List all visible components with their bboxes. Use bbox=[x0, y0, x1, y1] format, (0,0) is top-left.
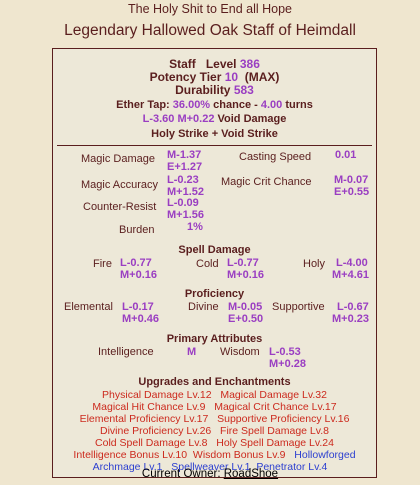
holy-value-1: L-4.00 bbox=[336, 257, 368, 269]
cold-value-2: M+0.16 bbox=[227, 269, 264, 281]
spell-damage-title: Spell Damage bbox=[178, 244, 251, 256]
upgrade-intelligence-bonus: Intelligence Bonus Lv.10 bbox=[73, 449, 188, 461]
potency-value: 10 bbox=[224, 70, 239, 84]
magic-accuracy-value-2: M+1.52 bbox=[167, 186, 204, 198]
elemental-value-2: M+0.46 bbox=[122, 313, 159, 325]
magic-damage-value-2: E+1.27 bbox=[167, 161, 203, 173]
holy-label: Holy bbox=[303, 258, 326, 270]
magic-damage-label: Magic Damage bbox=[81, 153, 155, 165]
burden-value: 1% bbox=[187, 221, 203, 233]
upgrade-cold-spell-damage: Cold Spell Damage Lv.8 bbox=[95, 437, 208, 449]
item-stats-panel bbox=[52, 48, 377, 478]
ether-tap-line bbox=[53, 99, 376, 111]
strike-line: Holy Strike + Void Strike bbox=[151, 128, 278, 140]
supportive-value-1: L-0.67 bbox=[337, 301, 369, 313]
item-name: Legendary Hallowed Oak Staff of Heimdall bbox=[64, 22, 356, 39]
holy-value-2: M+4.61 bbox=[332, 269, 369, 281]
divine-value-2: E+0.50 bbox=[228, 313, 264, 325]
ether-label: Ether Tap: bbox=[116, 99, 170, 111]
divider bbox=[57, 145, 372, 146]
item-quote: The Holy Shit to End all Hope bbox=[128, 2, 292, 16]
durability-value: 583 bbox=[233, 83, 254, 97]
type-level-line bbox=[53, 57, 376, 71]
elemental-value-1: L-0.17 bbox=[122, 301, 154, 313]
upgrade-elemental-proficiency: Elemental Proficiency Lv.17 bbox=[79, 413, 209, 425]
current-owner-line bbox=[0, 468, 420, 480]
upgrade-fire-spell-damage: Fire Spell Damage Lv.8 bbox=[220, 425, 329, 437]
durability-line bbox=[53, 83, 376, 97]
void-value: L-3.60 M+0.22 bbox=[142, 113, 215, 125]
counter-resist-value-2: M+1.56 bbox=[167, 209, 204, 221]
wisdom-value-2: M+0.28 bbox=[269, 358, 306, 370]
level-label: Level bbox=[205, 57, 237, 71]
upgrade-row bbox=[53, 437, 376, 449]
enchant-penetrator: Penetrator Lv.4 bbox=[256, 461, 328, 473]
upgrade-magical-hit-chance: Magical Hit Chance Lv.9 bbox=[92, 401, 206, 413]
ether-turns: 4.00 bbox=[260, 99, 283, 111]
wisdom-value-1: L-0.53 bbox=[269, 346, 301, 358]
counter-resist-label: Counter-Resist bbox=[83, 201, 157, 213]
counter-resist-value-1: L-0.09 bbox=[167, 197, 199, 209]
supportive-value-2: M+0.23 bbox=[332, 313, 369, 325]
proficiency-title: Proficiency bbox=[184, 288, 245, 300]
durability-label: Durability bbox=[175, 83, 231, 97]
upgrade-supportive-proficiency: Supportive Proficiency Lv.16 bbox=[217, 413, 350, 425]
owner-link[interactable]: RoadShoe bbox=[223, 468, 279, 480]
void-damage-line bbox=[53, 113, 376, 125]
upgrade-holy-spell-damage: Holy Spell Damage Lv.24 bbox=[216, 437, 334, 449]
primary-attributes-title: Primary Attributes bbox=[166, 333, 263, 345]
divine-label: Divine bbox=[188, 301, 219, 313]
magic-accuracy-label: Magic Accuracy bbox=[81, 179, 159, 191]
upgrade-magical-damage: Magical Damage Lv.32 bbox=[220, 389, 327, 401]
magic-accuracy-value-1: L-0.23 bbox=[167, 174, 199, 186]
upgrade-row bbox=[53, 413, 376, 425]
magic-crit-value-1: M-0.07 bbox=[334, 174, 369, 186]
intelligence-label: Intelligence bbox=[98, 346, 154, 358]
fire-value-1: L-0.77 bbox=[120, 257, 152, 269]
potency-label: Potency Tier bbox=[149, 70, 222, 84]
ether-value: 36.00% bbox=[172, 99, 211, 111]
divine-value-1: M-0.05 bbox=[228, 301, 263, 313]
cold-label: Cold bbox=[196, 258, 219, 270]
level-value: 386 bbox=[239, 57, 260, 71]
upgrade-row bbox=[53, 449, 376, 461]
upgrade-physical-damage: Physical Damage Lv.12 bbox=[102, 389, 212, 401]
enchant-spellweaver: Spellweaver Lv.1 bbox=[171, 461, 251, 473]
upgrades-title: Upgrades and Enchantments bbox=[138, 376, 291, 388]
enchant-archmage: Archmage Lv.1 bbox=[92, 461, 163, 473]
casting-speed-value: 0.01 bbox=[335, 149, 357, 161]
owner-label: Current Owner: bbox=[141, 468, 221, 480]
upgrade-wisdom-bonus: Wisdom Bonus Lv.9 bbox=[192, 449, 286, 461]
ether-mid: chance - bbox=[213, 99, 258, 111]
cold-value-1: L-0.77 bbox=[227, 257, 259, 269]
upgrade-magical-crit-chance: Magical Crit Chance Lv.17 bbox=[214, 401, 337, 413]
upgrade-row bbox=[53, 401, 376, 413]
upgrade-row bbox=[53, 425, 376, 437]
magic-damage-value-1: M-1.37 bbox=[167, 149, 202, 161]
elemental-label: Elemental bbox=[64, 301, 113, 313]
void-label: Void Damage bbox=[217, 113, 287, 125]
casting-speed-label: Casting Speed bbox=[239, 151, 312, 163]
burden-label: Burden bbox=[119, 224, 155, 236]
magic-crit-value-2: E+0.55 bbox=[334, 186, 370, 198]
potency-max: (MAX) bbox=[244, 70, 280, 84]
wisdom-label: Wisdom bbox=[220, 346, 260, 358]
magic-crit-label: Magic Crit Chance bbox=[221, 176, 312, 188]
ether-suffix: turns bbox=[285, 99, 313, 111]
item-type: Staff bbox=[169, 57, 196, 71]
intelligence-value: M bbox=[187, 346, 197, 358]
fire-value-2: M+0.16 bbox=[120, 269, 157, 281]
potency-line bbox=[53, 70, 376, 84]
upgrade-divine-proficiency: Divine Proficiency Lv.26 bbox=[100, 425, 212, 437]
enchant-hollowforged: Hollowforged bbox=[294, 449, 356, 461]
fire-label: Fire bbox=[93, 258, 112, 270]
supportive-label: Supportive bbox=[272, 301, 325, 313]
upgrade-row bbox=[53, 389, 376, 401]
